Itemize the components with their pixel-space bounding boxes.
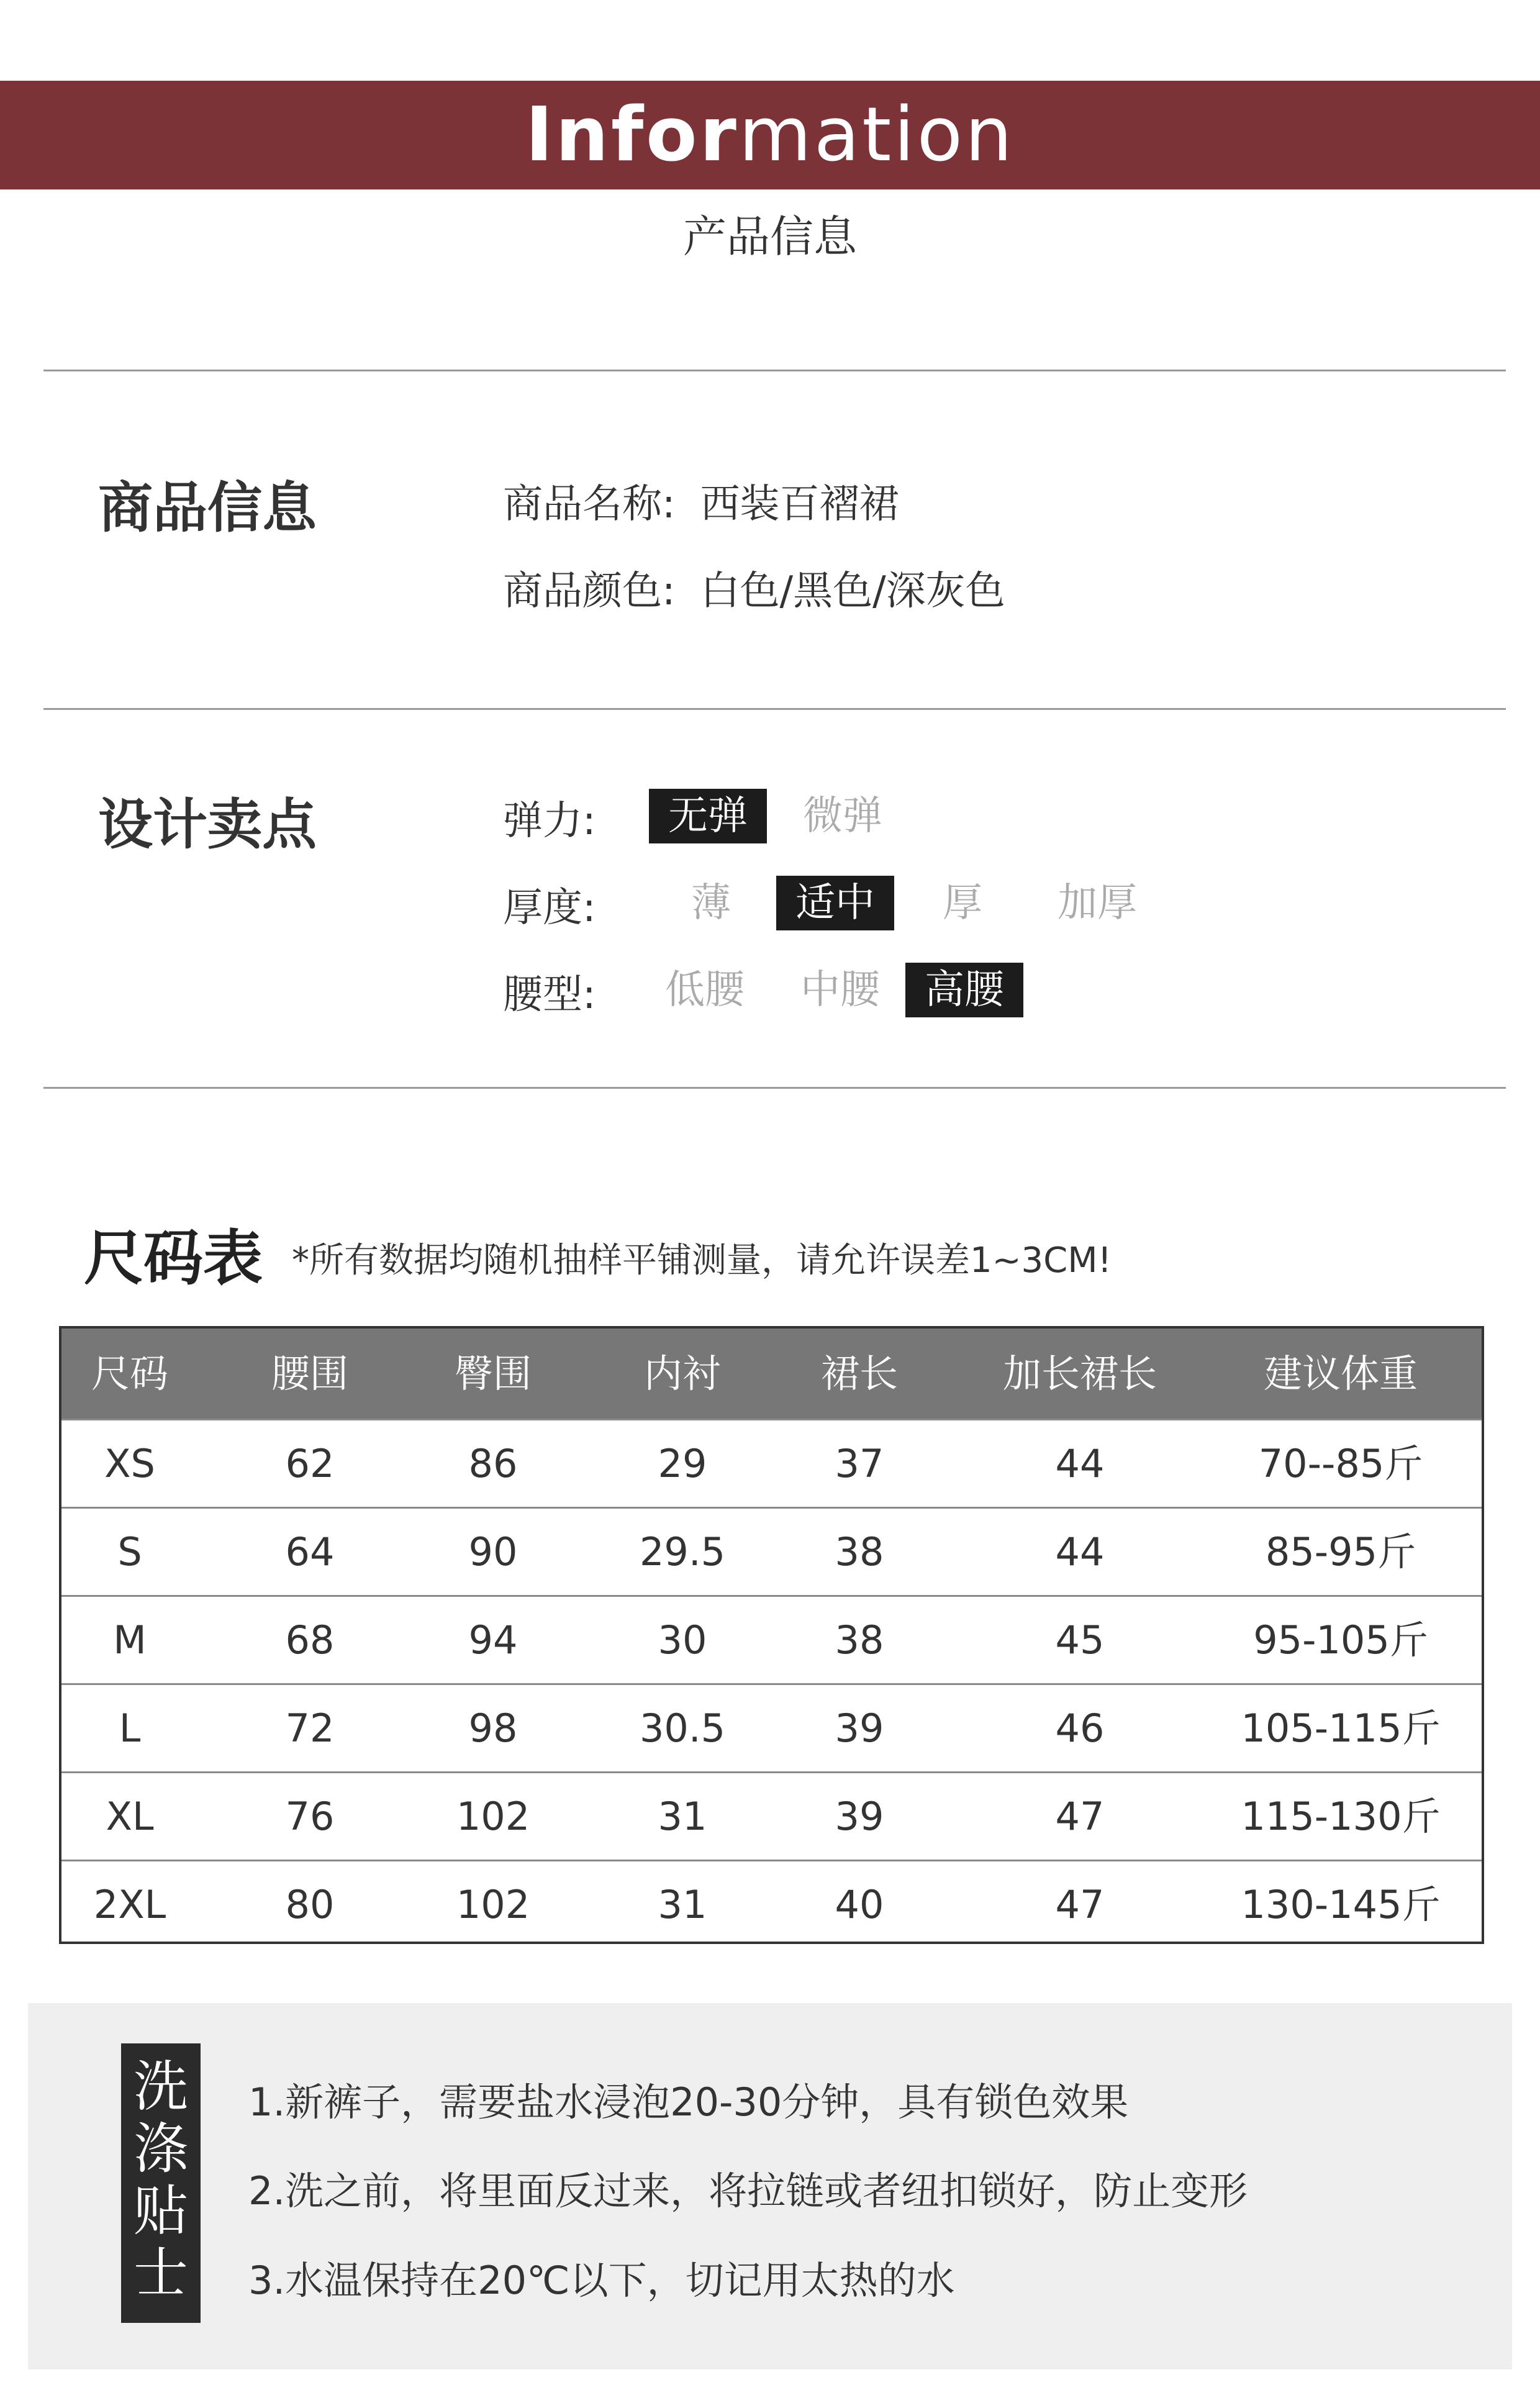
cell-skirt-length: 39 [835,1706,884,1751]
cell-lining: 30 [658,1617,707,1663]
cell-skirt-length: 38 [835,1529,884,1574]
banner-title-bold: Infor [525,92,739,178]
cell-size: S [117,1529,142,1574]
cell-hip: 102 [456,1882,530,1927]
waist-option-high: 高腰 [905,963,1023,1017]
wash-badge-char: 洗 [133,2055,188,2119]
table-row [61,1771,1482,1860]
cell-waist: 72 [285,1706,335,1751]
cell-extended-length: 47 [1055,1794,1105,1839]
header-hip: 臀围 [454,1351,532,1396]
cell-lining: 29.5 [639,1529,726,1574]
cell-skirt-length: 39 [835,1794,884,1839]
banner-title-light: mation [738,92,1015,178]
thickness-option-thick: 厚 [943,880,982,926]
cell-size: 2XL [93,1882,166,1927]
wash-badge-char: 涤 [133,2117,188,2181]
thickness-option-extra-thick: 加厚 [1058,880,1137,926]
divider [43,708,1506,710]
cell-size: L [119,1706,141,1751]
divider [43,370,1506,371]
cell-extended-length: 47 [1055,1882,1105,1927]
divider [43,1087,1506,1089]
cell-waist: 68 [285,1617,335,1663]
design-points-title: 设计卖点 [98,793,317,856]
size-table-header [61,1329,1482,1419]
cell-weight: 130-145斤 [1241,1882,1441,1927]
cell-skirt-length: 37 [835,1441,884,1486]
cell-extended-length: 44 [1055,1441,1105,1486]
cell-lining: 31 [658,1882,707,1927]
table-row [61,1595,1482,1683]
header-lining: 内衬 [643,1351,721,1396]
cell-lining: 31 [658,1794,707,1839]
cell-waist: 62 [285,1441,335,1486]
header-skirt-length: 裙长 [820,1351,898,1396]
cell-extended-length: 44 [1055,1529,1105,1574]
cell-skirt-length: 40 [835,1882,884,1927]
cell-lining: 30.5 [639,1706,726,1751]
cell-waist: 80 [285,1882,335,1927]
waist-option-low: 低腰 [665,967,745,1013]
cell-size: XS [104,1441,155,1486]
cell-size: XL [106,1794,154,1839]
cell-waist: 76 [285,1794,335,1839]
thickness-label: 厚度: [503,885,596,931]
cell-hip: 90 [468,1529,518,1574]
cell-hip: 94 [468,1617,518,1663]
product-info-title: 商品信息 [98,476,317,540]
cell-extended-length: 45 [1055,1617,1105,1663]
cell-skirt-length: 38 [835,1617,884,1663]
table-row [61,1860,1482,1948]
table-row [61,1419,1482,1507]
cell-hip: 86 [468,1441,518,1486]
cell-hip: 98 [468,1706,518,1751]
header-banner [0,81,1540,189]
header-size: 尺码 [91,1351,168,1396]
banner-title [525,92,1015,178]
cell-weight: 70--85斤 [1258,1441,1423,1486]
wash-tips-badge [121,2043,201,2323]
product-name-value: 西装百褶裙 [700,481,899,527]
elasticity-option-slight: 微弹 [803,793,882,839]
wash-badge-char: 士 [133,2241,188,2305]
cell-size: M [113,1617,147,1663]
cell-weight: 85-95斤 [1265,1529,1416,1574]
cell-lining: 29 [658,1441,707,1486]
header-extended-length: 加长裙长 [1002,1351,1157,1396]
wash-tip-item: 2.洗之前，将里面反过来，将拉链或者纽扣锁好，防止变形 [248,2168,1248,2214]
waist-label: 腰型: [503,972,596,1018]
product-name-label: 商品名称: [503,481,676,527]
cell-waist: 64 [285,1529,335,1574]
size-chart-title: 尺码表 [84,1224,263,1293]
size-table [59,1326,1484,1944]
cell-weight: 115-130斤 [1241,1794,1441,1839]
table-row [61,1507,1482,1595]
wash-tip-item: 3.水温保持在20℃以下，切记用太热的水 [248,2258,955,2303]
elasticity-label: 弹力: [503,798,596,844]
waist-option-mid: 中腰 [800,967,880,1013]
wash-tip-item: 1.新裤子，需要盐水浸泡20-30分钟，具有锁色效果 [248,2079,1129,2125]
product-color-value: 白色/黑色/深灰色 [700,568,1005,614]
thickness-option-thin: 薄 [691,880,731,926]
cell-weight: 95-105斤 [1253,1617,1428,1663]
page-subtitle: 产品信息 [683,211,857,262]
product-color-label: 商品颜色: [503,568,676,614]
cell-hip: 102 [456,1794,530,1839]
cell-extended-length: 46 [1055,1706,1105,1751]
header-waist: 腰围 [271,1351,348,1396]
product-color-row [503,559,1005,616]
thickness-option-medium: 适中 [776,876,894,930]
elasticity-option-none: 无弹 [649,789,767,843]
size-chart-note: *所有数据均随机抽样平铺测量，请允许误差1~3CM! [292,1240,1112,1281]
product-name-row [503,472,899,529]
table-row [61,1683,1482,1771]
cell-weight: 105-115斤 [1241,1706,1441,1751]
header-weight: 建议体重 [1263,1351,1418,1396]
wash-badge-char: 贴 [133,2179,188,2243]
